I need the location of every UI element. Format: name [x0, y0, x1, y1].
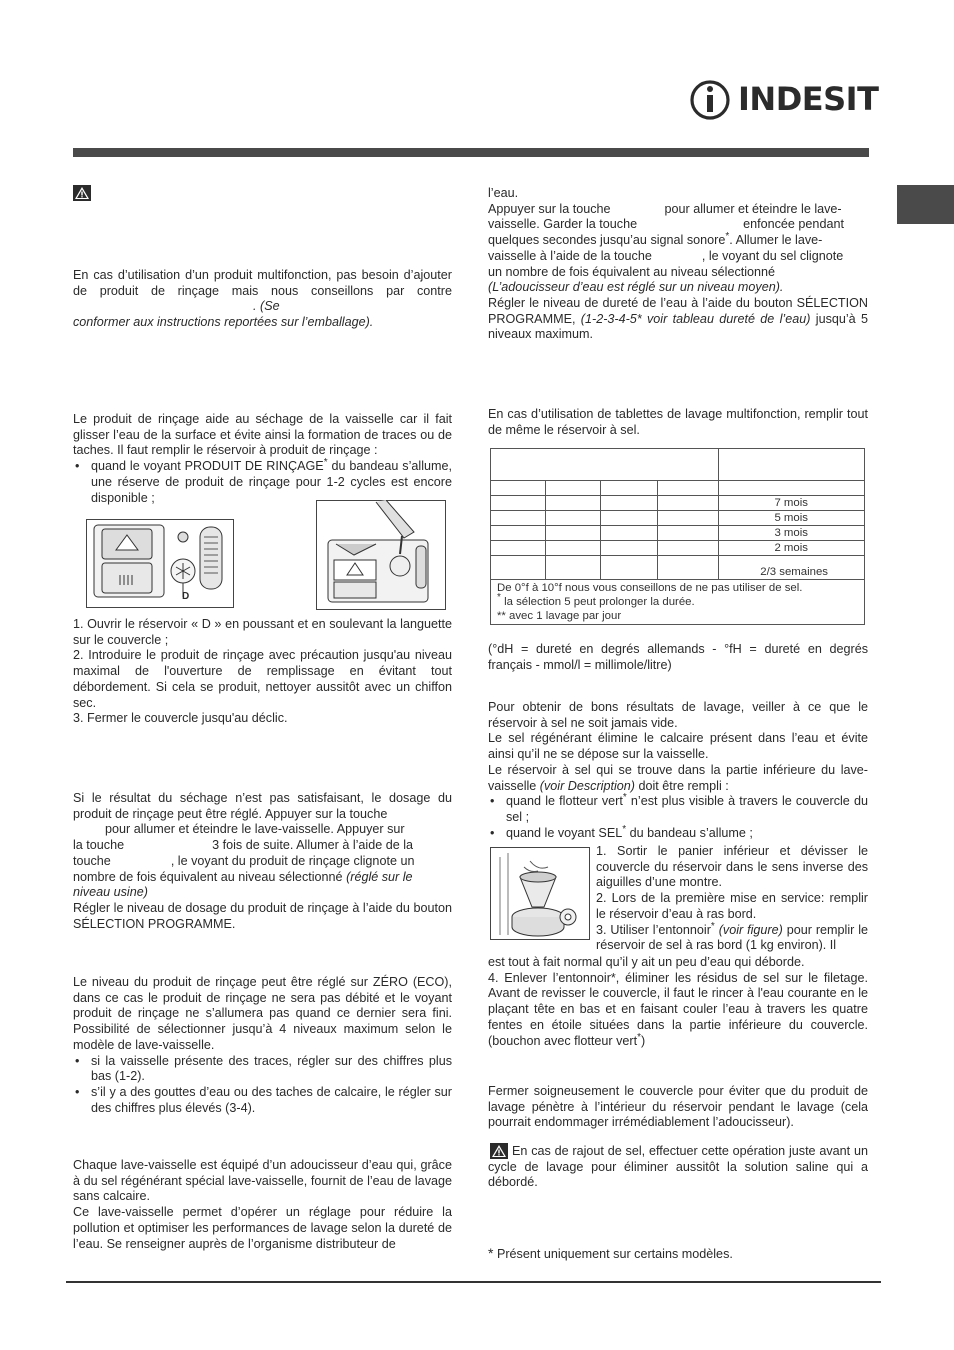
figure-label-d: D [182, 591, 190, 602]
language-tab [897, 185, 954, 224]
salt-steps-wrapped: 1. Sortir le panier inférieur et dévisser le couvercle du réservoir dans le sens inverse des aiguilles d’une montre. 2. Lors de la première mise en service: remplir le réservoir d’eau à ras bord. 3. Utiliser l’entonnoir* (voir figure) pour remplir le réservoir de sel à ras bord (1 kg environ). Il [596, 844, 869, 953]
salt-funnel-figure [490, 847, 590, 940]
brand-name: INDESIT [738, 80, 879, 118]
hardness-setting-section: l’eau. Appuyer sur la touche pour allumer et éteindre le lave- vaisselle. Garder la touche enfoncée pendant quelques secondes jusqu’au signal sonore*. Allumer le lave- vaisselle à l’aide de la touche , le voyant du sel clignote un nombre de fois équivalent au niveau sélectionné (L’adoucisseur d’eau est réglé sur un niveau moyen). Régler le niveau de dureté de l’eau à l’aide du bouton SÉLECTION PROGRAMME, (1-2-3-4-5* voir tableau dureté de l’eau) jusqu’à 5 niveaux maximum. [488, 186, 869, 342]
salt-steps-continued: est tout à fait normal qu’il y ait un peu d’eau qui déborde. 4. Enlever l’entonnoir*, éliminer les résidus de sel sur le filetage. Avant de revisser le couvercle, il faut le rincer à l'eau courante en le plaçant tête en bas et en faisant couler l’eau à travers les quatre fentes en étoile situées dans la partie inférieure du couvercle. (bouchon avec flotteur vert*) [488, 955, 868, 1048]
rinse-filling-figure [316, 500, 446, 610]
salt-section: Pour obtenir de bons résultats de lavage, veiller à ce que le réservoir à sel ne soit jamais vide. Le sel régénérant élimine le calcaire présent dans l’eau et évite ainsi qu’il ne se dépose sur la vaisselle. Le réservoir à sel qui se trouve dans la partie inférieure du lave-vaisselle (voir Description) doit être rempli : • quand le flotteur vert* n’est plus visible à travers le couvercle du sel ; • quand le voyant SEL* du bandeau s’allume ; [488, 700, 868, 841]
warning-icon [73, 185, 91, 201]
rinse-aid-section: Le produit de rinçage aide au séchage de la vaisselle car il fait glisser l’eau de la surface et évite ainsi la formation de traces ou de taches. Il faut remplir le réservoir à produit de rinçage : • quand le voyant PRODUIT DE RINÇAGE* du bandeau s’allume, une réserve de produit de rinçage pour 1-2 cycles est encore disponible ; [73, 412, 452, 506]
header-rule [73, 148, 869, 157]
footnote: * Présent uniquement sur certains modèles. [488, 1245, 733, 1261]
tablets-note: En cas d’utilisation de tablettes de lavage multifonction, remplir tout de même le réservoir à sel. [488, 407, 868, 437]
close-lid-note: Fermer soigneusement le couvercle pour éviter que du produit de lavage pénètre à l’intérieur du réservoir pendant le lavage (cela pourrait endommager irrémédiablement l’adoucisseur). [488, 1084, 868, 1130]
hardness-units: (°dH = dureté en degrés allemands - °fH = dureté en degrés français - mmol/l = millimole/litre) [488, 642, 868, 672]
rinse-zero-section: Le niveau du produit de rinçage peut être réglé sur ZÉRO (ECO), dans ce cas le produit de rinçage ne sera pas débité et le voyant produit de rinçage ne s’allumera pas quand ce dernier sera fini. Possibilité de sélectionner jusqu’à 4 niveaux maximum selon le modèle de lave-vaisselle. • si la vaisselle présente des traces, régler sur des chiffres plus bas (1-2). • s’il y a des gouttes d’eau ou des taches de calcaire, le régler sur des chiffres plus élevés (3-4). [73, 975, 452, 1116]
multifunction-intro: En cas d’utilisation d’un produit multifonction, pas besoin d’ajouter de produit de rinçage mais nous conseillons par contre . (Se conformer aux instructions reportées sur l’emballage). [73, 268, 452, 330]
footer-rule [66, 1281, 881, 1283]
water-hardness-table: 7 mois 5 mois 3 mois 2 mois 2/3 semaines De 0°f à 10°f nous vous conseillons de ne pas utiliser de sel. * la sélection 5 peut prolonger la durée. ** avec 1 lavage par jour [490, 448, 865, 625]
softener-section: Chaque lave-vaisselle est équipé d’un adoucisseur d’eau qui, grâce à du sel régénérant spécial lave-vaisselle, fournit de l’eau de lavage sans calcaire. Ce lave-vaisselle permet d’opérer un réglage pour réduire la pollution et optimiser les performances de lavage selon la dureté de l’eau. Se renseigner auprès de l’organisme distributeur de [73, 1158, 452, 1251]
rinse-steps: 1. Ouvrir le réservoir « D » en poussant et en soulevant la languette sur le couvercle ; 2. Introduire le produit de rinçage avec précaution jusqu'au niveau maximal de l'ouverture de remplissage en évitant tout débordement. Si cela se produit, nettoyer aussitôt avec un chiffon sec. 3. Fermer le couvercle jusqu'au déclic. [73, 617, 452, 726]
salt-warning-text: En cas de rajout de sel, effectuer cette opération juste avant un cycle de lavage pour éliminer aussitôt la solution saline qui a débordé. [488, 1144, 868, 1190]
rinse-dispenser-figure [86, 519, 234, 608]
rinse-dosage-section: Si le résultat du séchage n’est pas satisfaisant, le dosage du produit de rinçage peut être réglé. Appuyer sur la touche pour allumer et éteindre le lave-vaisselle. Appuyer sur la touche 3 fois de suite. Allumer à l’aide de la touche , le voyant du produit de rinçage clignote un nombre de fois équivalent au niveau sélectionné (réglé sur le niveau usine) Régler le niveau de dosage du produit de rinçage à l’aide du bouton SÉLECTION PROGRAMME. [73, 791, 452, 931]
